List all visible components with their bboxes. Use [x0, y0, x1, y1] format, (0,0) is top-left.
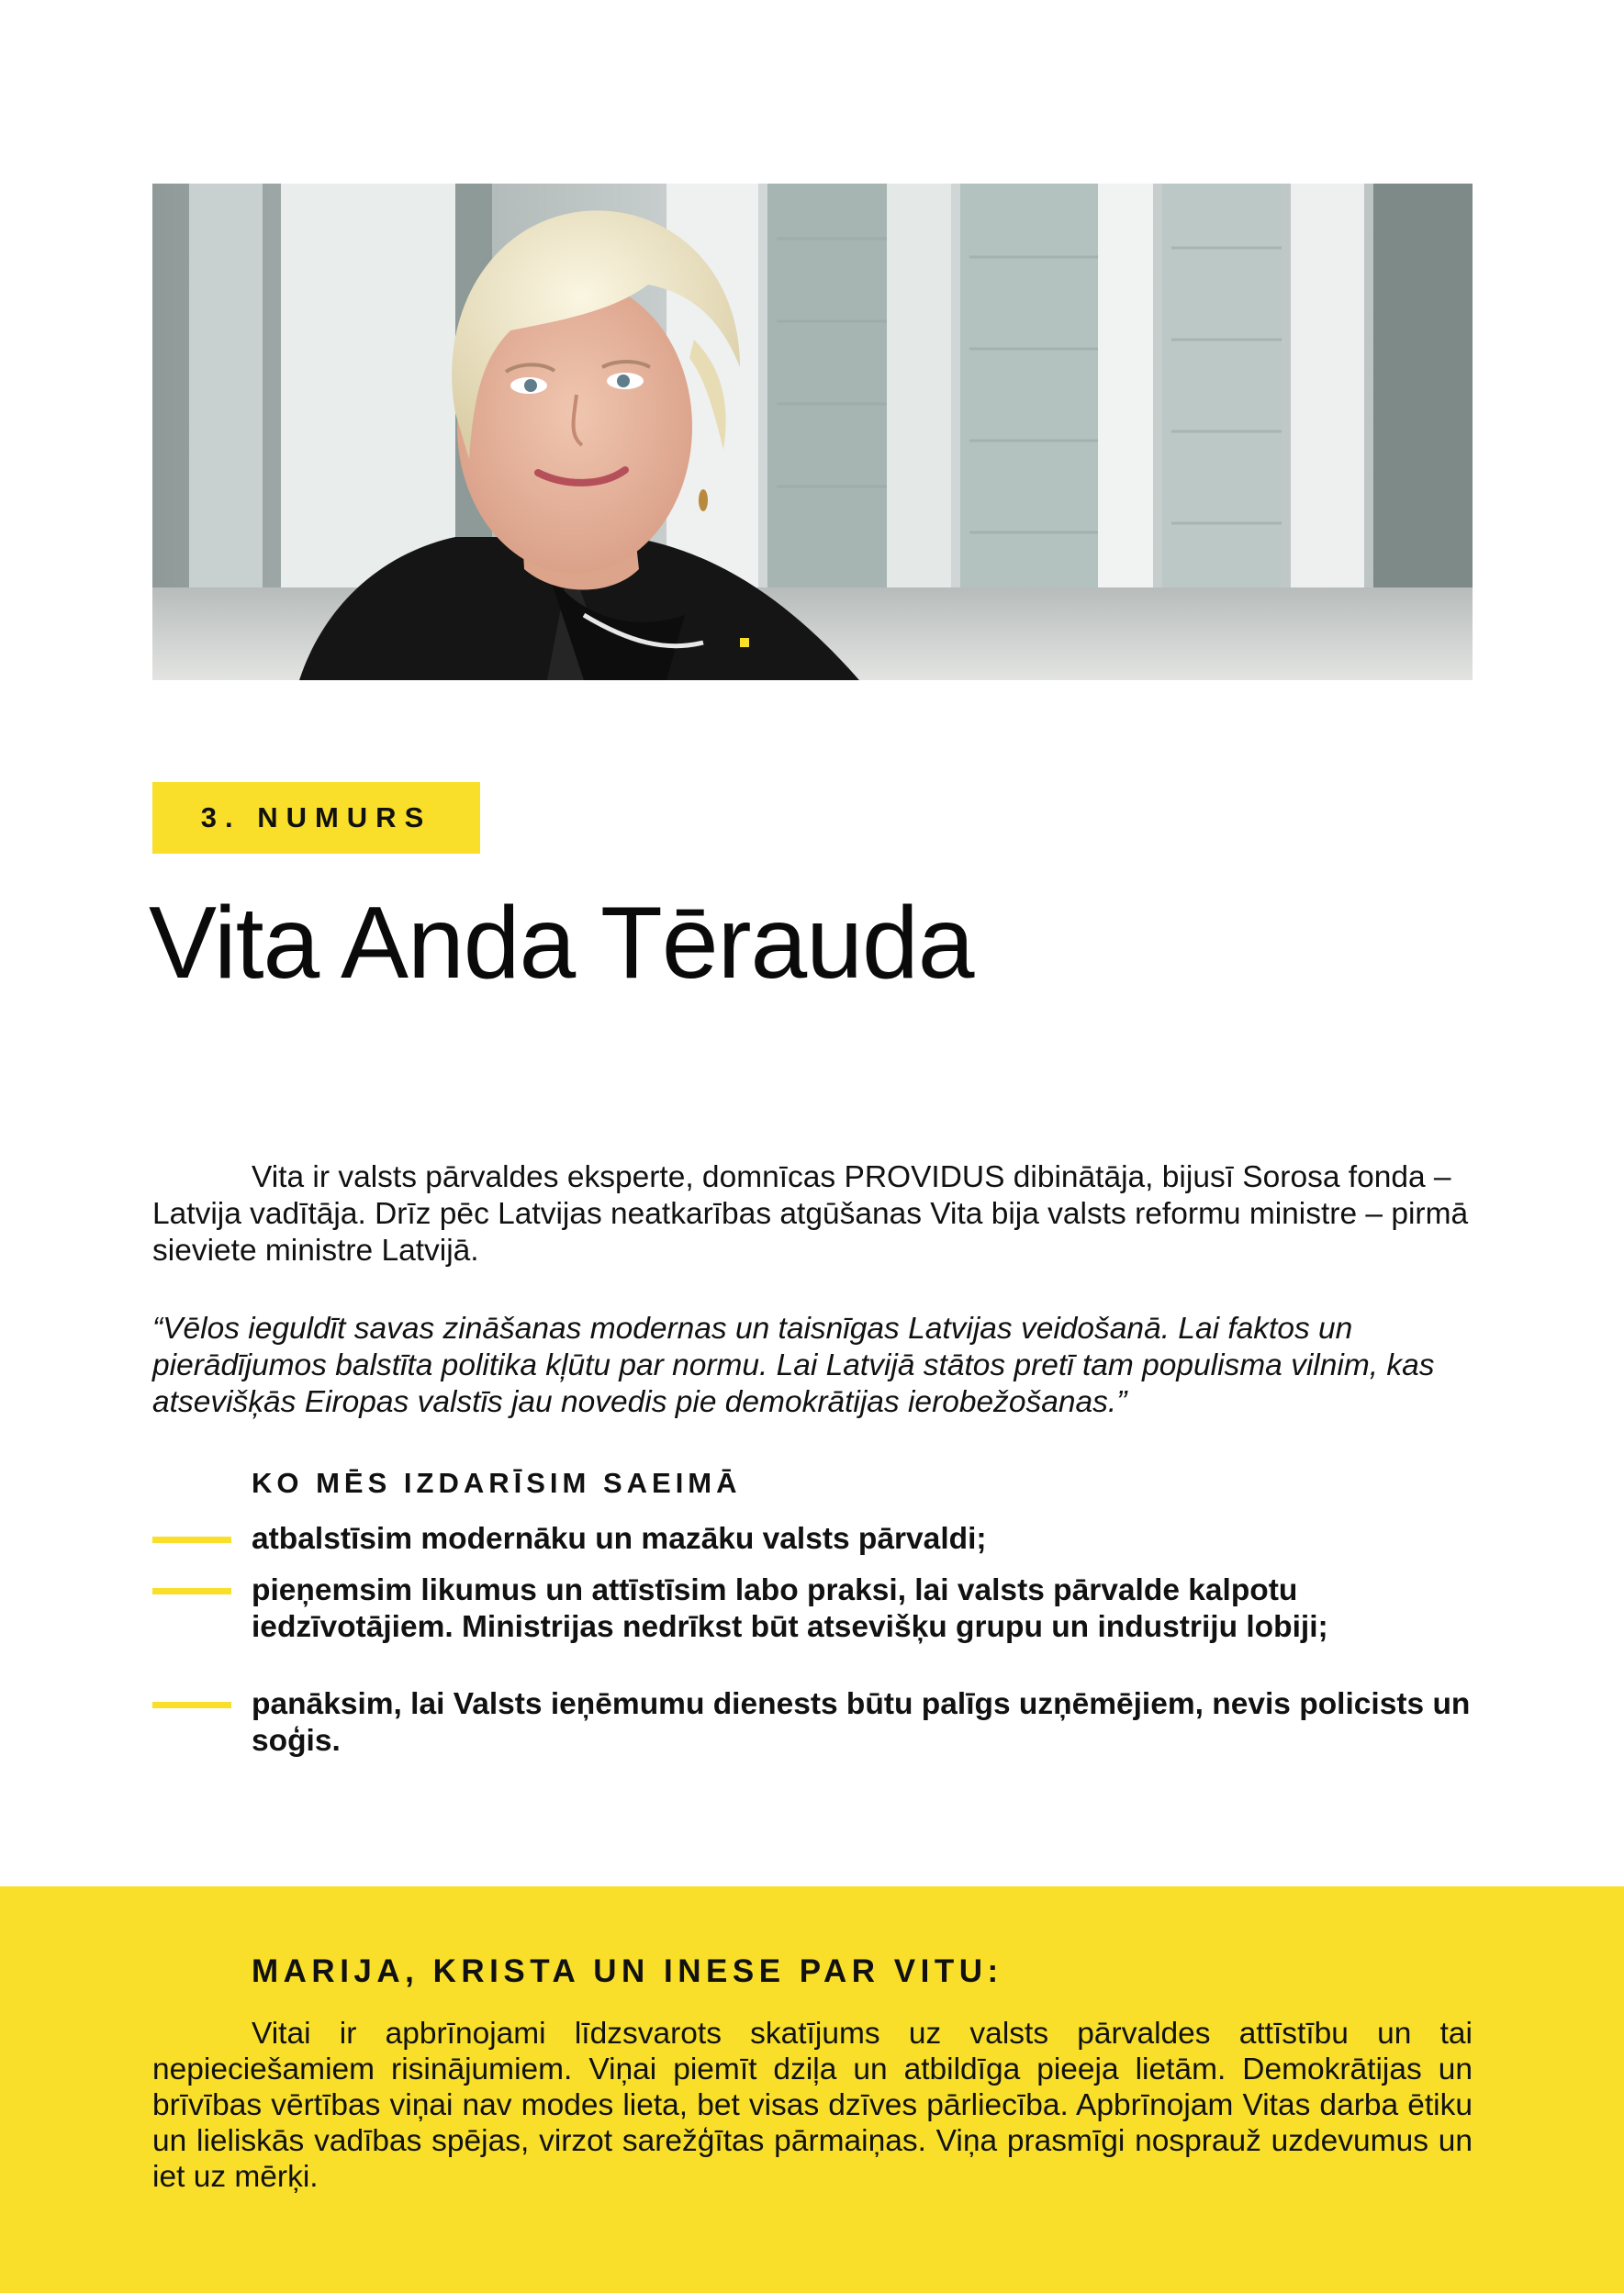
yellow-dash-icon: [152, 1537, 231, 1543]
candidate-bio: Vita ir valsts pārvaldes eksperte, domnīcas PROVIDUS dibinātāja, bijusī Sorosa fonda – Latvija vadītāja. Drīz pēc Latvijas neatkarības atgūšanas Vita bija valsts reformu ministre – pirmā sieviete ministre Latvijā.: [152, 1160, 1469, 1268]
plans-heading: KO MĒS IZDARĪSIM SAEIMĀ: [252, 1467, 742, 1499]
candidate-quote: “Vēlos ieguldīt savas zināšanas modernas un taisnīgas Latvijas veidošanā. Lai faktos un pierādījumos balstīta politika kļūtu par normu. Lai Latvijā stātos pretī tam populisma vilnim, kas atsevišķās Eiropas valstīs jau novedis pie demokrātijas ierobežošanas.”: [152, 1312, 1435, 1419]
endorsement-body: Vitai ir apbrīnojami līdzsvarots skatījums uz valsts pārvaldes attīstību un tai nepieciešamiem risinājumiem. Viņai piemīt dziļa un atbildīga pieeja lietām. Demokrātijas un brīvības vērtības viņai nav modes lieta, bet visas dzīves pārliecība. Apbrīnojam Vitas darba ētiku un lieliskās vadības spējas, virzot sarežģītas pārmaiņas. Viņa prasmīgi nosprauž uzdevumus un iet uz mērķi.: [152, 2017, 1473, 2194]
plan-item-text: atbalstīsim modernāku un mazāku valsts pārvaldi;: [252, 1522, 987, 1556]
plan-item: [152, 1521, 1473, 1558]
candidate-name: Vita Anda Tērauda: [149, 886, 974, 1000]
candidate-number-badge: 3. NUMURS: [152, 782, 480, 854]
plan-item-text: pieņemsim likumus un attīstīsim labo praksi, lai valsts pārvalde kalpotu iedzīvotājiem. Ministrijas nedrīkst būt atsevišķu grupu un industriju lobiji;: [252, 1573, 1328, 1644]
plan-item-text: panāksim, lai Valsts ieņēmumu dienests būtu palīgs uzņēmējiem, nevis policists un soģis.: [252, 1687, 1471, 1758]
plan-item: [152, 1572, 1473, 1646]
portrait-illustration: [152, 184, 1473, 680]
endorsement-heading: MARIJA, KRISTA UN INESE PAR VITU:: [252, 1953, 1003, 1989]
plan-item: [152, 1686, 1473, 1760]
yellow-dash-icon: [152, 1702, 231, 1708]
yellow-dash-icon: [152, 1588, 231, 1594]
portrait-photo: [152, 184, 1473, 680]
